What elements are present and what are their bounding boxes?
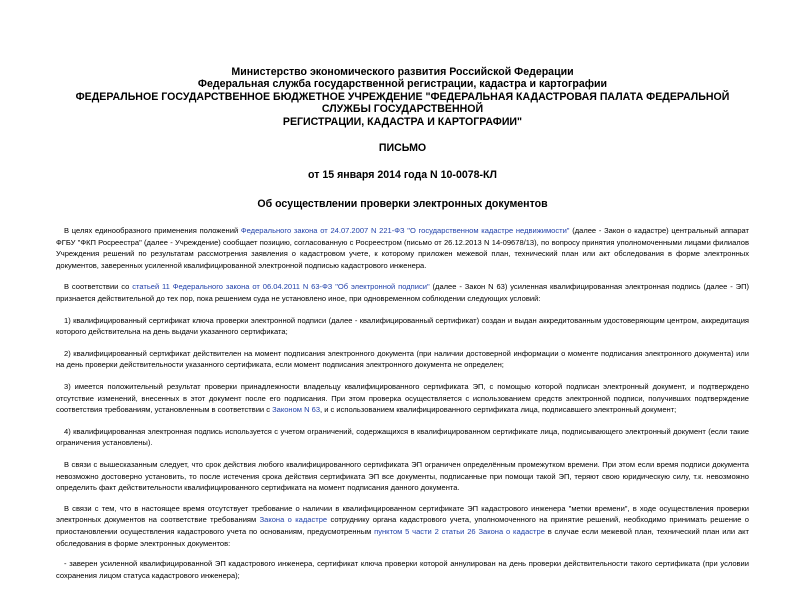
paragraph-decision-text-a: В связи с тем, что в настоящее время отсутствует требование о наличии в квалифицированном сертификате ЭП кадастрового инженера "метки времени", в ходе осуществления проверки электронных документов на соответствие требованиям [56,503,749,525]
paragraph-2-text-b: (далее - Закон N 63) усиленная квалифицированная электронная подпись (далее - ЭП) признается действительной до тех пор, пока решением суда не установлено иное, при одновременном соблюдении следующих условий: [56,282,750,303]
cadastre-law-link[interactable]: Закона о кадастре [259,515,328,525]
paragraph-condition-4: 4) квалифицированная электронная подпись используется с учетом ограничений, содержащихся в квалифицированном сертификате лица, подписывающего электронный документ (если такие ограничения установлены). [56,426,749,448]
law-63-link[interactable]: Законом N 63 [272,405,321,415]
paragraph-condition-3-text-a: 3) имеется положительный результат проверки принадлежности владельцу квалифицированного сертификата ЭП, с помощью которой подписан электронный документ, и подтверждено отсутствие изменений, внесенных в этот документ после его подписания. При этом проверка осуществляется с использованием средств электронной подписи, получивших подтверждение соответствия требованиям, установленным в соответствии с [56,381,749,415]
law-63-fz-article-11-link[interactable]: статьей 11 Федерального закона от 06.04.2011 N 63-ФЗ "Об электронной подписи" [132,282,430,292]
document-subject: Об осуществлении проверки электронных документов [257,198,548,211]
paragraph-1 [56,225,749,271]
paragraph-decision [56,503,749,549]
law-221-fz-link[interactable]: Федерального закона от 24.07.2007 N 221-ФЗ "О государственном кадастре недвижимости" [240,226,570,236]
paragraph-list-item-1: - заверен усиленной квалифицированной ЭП кадастрового инженера, сертификат ключа проверки которой аннулирован на день проверки действительности такого сертификата (при условии сохранения лицом статуса кадастрового инженера); [56,559,749,580]
paragraph-decision-text-b: сотруднику органа кадастрового учета, уполномоченного на принятие решений, необходимо принимать решение о приостановлении осуществления кадастрового учета по основаниям, предусмотренным [56,515,749,536]
paragraph-2-text-a: В соответствии со [64,282,133,292]
paragraph-1-text-a: В целях единообразного применения положений [64,226,241,236]
ministry-name: Министерство экономического развития Российской Федерации [231,66,574,78]
paragraph-decision-text-c: в случае если межевой план, технический план или акт обследования в форме электронных документов: [56,526,749,548]
paragraph-condition-3-text-b: , и с использованием квалифицированного сертификата лица, подписавшего электронный документ; [320,405,677,415]
paragraph-1-text-b: (далее - Закон о кадастре) центральный аппарат ФГБУ "ФКП Росреестра" (далее - Учреждение) сообщает позицию, согласованную с Росреестром (письмо от 26.12.2013 N 14-09678/13), по вопросу принятия уполномоченными лицами филиалов Учреждения решений по результатам рассмотрения заявления о кадастровом учете, к которому приложен межевой план, технический план или акт обследования в форме электронных документов, заверенных усиленной квалифицированной электронной подписью кадастрового инженера. [56,226,750,270]
document-type: ПИСЬМО [378,142,427,155]
paragraph-condition-3 [56,381,749,416]
paragraph-condition-1: 1) квалифицированный сертификат ключа проверки электронной подписи (далее - квалифицированный сертификат) создан и выдан аккредитованным удостоверяющим центром, аккредитация которого действительна на день выдачи указанного сертификата; [56,315,749,337]
paragraph-condition-2: 2) квалифицированный сертификат действителен на момент подписания электронного документа (при наличии достоверной информации о моменте подписания электронного документа) или на день проверки действительности указанного сертификата, если момент подписания электронного документа не определен; [56,348,749,370]
document-date-number: от 15 января 2014 года N 10-0078-КЛ [308,169,497,182]
paragraph-conclusion: В связи с вышесказанным следует, что срок действия любого квалифицированного сертификата ЭП ограничен определённым промежутком времени. При этом если время подписи документа невозможно достоверно установить, то после истечения срока действия сертификата ЭП все документы, подписанные при помощи такой ЭП, теряют свою юридическую силу, т.к. невозможно определить факт действительности квалифицированного сертификата на момент подписания данного документа. [56,459,749,493]
institution-name-line1: ФЕДЕРАЛЬНОЕ ГОСУДАРСТВЕННОЕ БЮДЖЕТНОЕ УЧРЕЖДЕНИЕ "ФЕДЕРАЛЬНАЯ КАДАСТРОВАЯ ПАЛАТА ФЕДЕРАЛЬНОЙ СЛУЖБЫ ГОСУДАРСТВЕННОЙ [75,90,730,116]
article-26-link[interactable]: пунктом 5 части 2 статьи 26 Закона о кадастре [374,526,545,536]
document-body [56,225,749,581]
document-page [56,66,749,591]
service-name: Федеральная служба государственной регистрации, кадастра и картографии [197,78,608,91]
institution-name-line2: РЕГИСТРАЦИИ, КАДАСТРА И КАРТОГРАФИИ" [282,115,523,128]
paragraph-2 [56,281,749,304]
